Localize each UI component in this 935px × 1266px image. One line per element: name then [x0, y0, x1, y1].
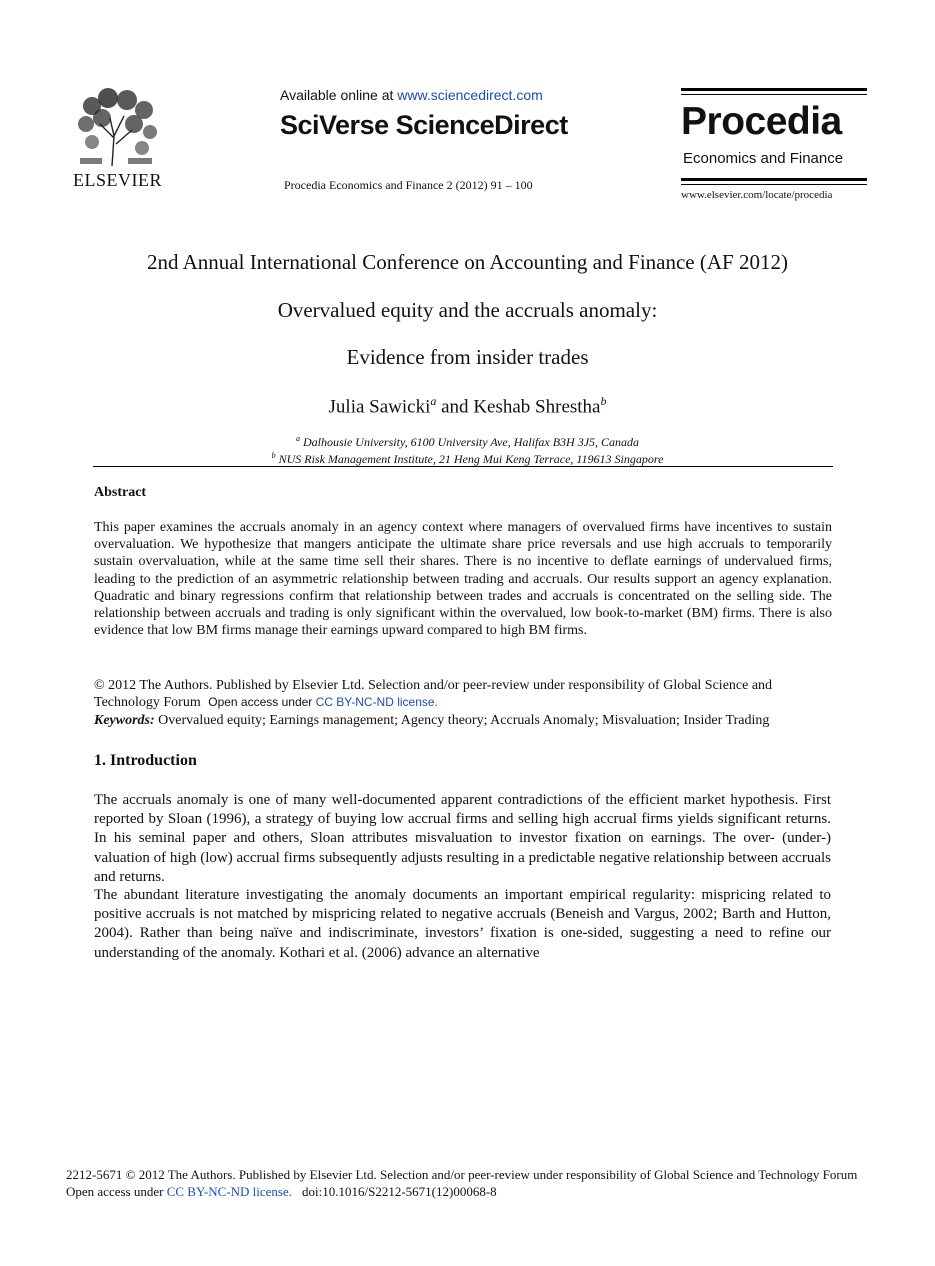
elsevier-logo — [70, 88, 165, 193]
license-link[interactable]: CC BY-NC-ND license. — [315, 695, 438, 709]
paper-title-line2: Evidence from insider trades — [346, 345, 589, 369]
procedia-logo — [681, 88, 867, 201]
footer-doi: doi:10.1016/S2212-5671(12)00068-8 — [302, 1184, 497, 1199]
copyright-notice — [94, 677, 834, 711]
top-rule-thin — [681, 94, 867, 95]
affiliation-1-text: Dalhousie University, 6100 University Ave, Halifax B3H 3J5, Canada — [299, 435, 640, 449]
introduction-heading: 1. Introduction — [94, 752, 197, 769]
title-divider — [93, 466, 833, 467]
copyright-text: © 2012 The Authors. Published by Elsevier Ltd. Selection and/or peer-review under responsibility of Global Science and Technology Forum — [94, 678, 773, 710]
publisher-logo-text: ELSEVIER — [73, 170, 162, 190]
platform-logo: SciVerse ScienceDirect — [280, 110, 568, 140]
keywords-label: Keywords: — [94, 713, 155, 728]
introduction-paragraph-2: The abundant literature investigating the anomaly documents an important empirical regularity: mispricing related to positive accruals is not matched by mispricing related to negative accruals (Beneish and Vargus, 2002; Barth and Hutton, 2004). Rather than being naïve and indiscriminate, investors’ fixation is one-sided, suggesting a need to refine our understanding of the anomaly. Kothari et al. (2006) advance an alternative — [94, 887, 831, 961]
author-1: Julia Sawicki — [328, 396, 431, 418]
journal-subtitle: Economics and Finance — [683, 150, 844, 167]
paper-title-line1: Overvalued equity and the accruals anomaly: — [277, 298, 658, 322]
abstract-heading: Abstract — [94, 485, 147, 500]
footer-open-access-prefix: Open access under — [66, 1184, 167, 1199]
author-join: and — [436, 396, 474, 418]
journal-citation: Procedia Economics and Finance 2 (2012) 91 – 100 — [284, 178, 533, 192]
affiliation-1 — [0, 434, 935, 450]
keywords-line — [94, 713, 769, 729]
footer-license-link[interactable]: CC BY-NC-ND license. — [166, 1184, 293, 1199]
author-line — [0, 394, 935, 418]
affiliation-1-mark: a — [295, 434, 300, 443]
footer-license-line — [66, 1184, 497, 1200]
open-access-prefix: Open access under — [208, 695, 316, 709]
author-1-mark: a — [430, 394, 437, 408]
author-2: Keshab Shrestha — [473, 396, 601, 418]
bottom-rule — [681, 178, 867, 181]
available-online-line — [280, 87, 543, 103]
footer-copyright: 2212-5671 © 2012 The Authors. Published by Elsevier Ltd. Selection and/or peer-review under responsibility of Global Science and Technology Forum — [66, 1167, 858, 1182]
introduction-paragraph-1: The accruals anomaly is one of many well-documented apparent contradictions of the efficient market hypothesis. First reported by Sloan (1996), a strategy of buying low accrual firms and selling high accrual firms yields significant returns. In his seminal paper and others, Sloan attributes misvaluation to investor fixation on earnings. The over- (under-) valuation of high (low) accrual firms subsequently adjusts resulting in a predictable negative relationship between accruals and returns. — [94, 792, 831, 885]
author-2-mark: b — [600, 394, 607, 408]
top-rule — [681, 88, 867, 91]
affiliation-2-mark: b — [271, 451, 276, 460]
sciencedirect-link[interactable]: www.sciencedirect.com — [397, 87, 543, 103]
abstract-text: This paper examines the accruals anomaly in an agency context where managers of overvalued firms have incentives to sustain overvaluation. We hypothesize that mangers anticipate the ultimate share price reversals and use high accruals to temporarily sustain overvaluation, while at the same time sell their shares. There is no incentive to deflate earnings of undervalued firms, leading to the prediction of an asymmetric relationship between trading and accruals. Our results support an agency explanation. Quadratic and binary regressions confirm that relationship between trades and accruals is concentrated on the selling side. The relationship between accruals and trading is only significant within the overvalued, low book-to-market (BM) firms. There is also evidence that low BM firms manage their earnings upward compared to high BM firms. — [94, 520, 832, 639]
conference-name: 2nd Annual International Conference on Accounting and Finance (AF 2012) — [147, 250, 788, 274]
tree-icon — [72, 88, 162, 168]
affiliation-2 — [0, 451, 935, 467]
available-prefix: Available online at — [280, 87, 398, 103]
bottom-rule-thin — [681, 184, 867, 185]
affiliation-2-text: NUS Risk Management Institute, 21 Heng Mui Keng Terrace, 119613 Singapore — [275, 452, 664, 466]
journal-url[interactable]: www.elsevier.com/locate/procedia — [681, 189, 833, 201]
keywords-text: Overvalued equity; Earnings management; Agency theory; Accruals Anomaly; Misvaluation; Insider Trading — [154, 713, 770, 728]
journal-name: Procedia — [681, 100, 842, 143]
